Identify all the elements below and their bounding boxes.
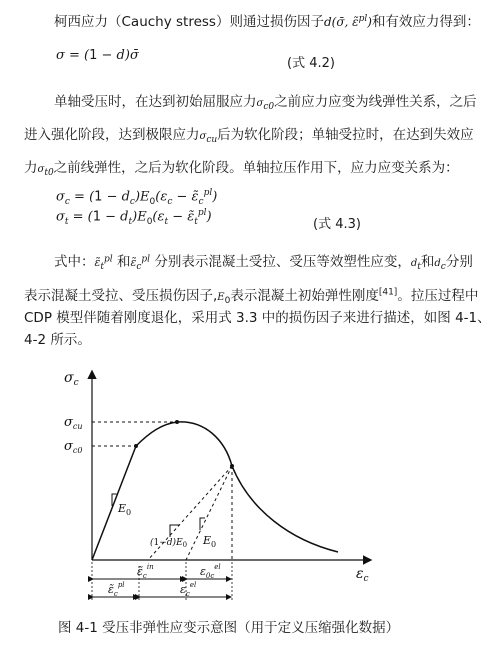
inelastic-strain-label: $\varepsiloñ_c^{in}$ bbox=[137, 563, 154, 580]
y-axis-label: $\sigma_c$ bbox=[64, 370, 79, 388]
equation-4-3-tag: (式 4.3) bbox=[313, 217, 361, 232]
elastic-slope-triangle bbox=[200, 518, 205, 530]
damage-factor-symbol: d bbox=[323, 15, 332, 29]
paragraph-2-line-2: 进入强化阶段，达到极限应力$\sigma_{cu}$后为软化阶段；单轴受拉时，在达到失效应 bbox=[24, 127, 474, 145]
elastic-strain-c-label: $\varepsilon_c^{el}$ bbox=[180, 581, 197, 598]
sigma-cu-label: $\sigma_{cu}$ bbox=[64, 415, 83, 431]
equation-4-2-tag: (式 4.2) bbox=[287, 56, 335, 71]
paragraph-3-line-1: 式中：$\varepsiloñ_t^{pl}$ 和$\varepsiloñ_c^{pl}$ 分别表示混凝土受拉、受压等效塑性应变，$d_t$和$d_c$分别 bbox=[54, 254, 473, 273]
degraded-modulus-label: $(1-d)E_0$ bbox=[150, 538, 188, 549]
degraded-slope-triangle bbox=[170, 525, 180, 537]
e0-label: $E_0$ bbox=[118, 502, 132, 517]
paragraph-1-line: 柯西应力（Cauchy stress）则通过损伤因子d(σ̄, ε̃$^{pl}$)和有效应力得到： bbox=[54, 14, 480, 30]
yield-point bbox=[134, 444, 138, 448]
paragraph-3-line-4: 4-2 所示。 bbox=[24, 332, 91, 348]
paragraph-2-line-1: 单轴受压时，在达到初始屈服应力$\sigma_{c0}$之前应力应变为线弹性关系，之后 bbox=[54, 94, 477, 112]
x-axis-label: $\varepsilon_c$ bbox=[356, 566, 369, 584]
peak-point bbox=[175, 420, 179, 424]
paragraph-2-line-3: 力$\sigma_{t0}$之前线弹性，之后为软化阶段。单轴拉压作用下，应力应变关系为： bbox=[24, 160, 459, 178]
sigma-c0-label: $\sigma_{c0}$ bbox=[64, 439, 83, 455]
paragraph-3-line-3: CDP 模型伴随着刚度退化，采用式 3.3 中的损伤因子来进行描述，如图 4-1、 bbox=[24, 310, 491, 326]
paragraph-3-line-2: 表示混凝土受拉、受压损伤因子$,E_0$表示混凝土初始弹性刚度[41]。拉压过程中 bbox=[24, 287, 479, 306]
elastic-strain-0c-label: $\varepsilon_{0c}^{el}$ bbox=[200, 563, 221, 580]
equation-4-3-tension: $\sigma_t = (1 - d_t)E_0(\varepsilon_t$ − $\varepsiloñ_t^{pl}$) bbox=[56, 208, 212, 227]
equation-4-2: σ = (1 − d)σ̄ bbox=[56, 48, 139, 63]
paragraph-1-text-a: 柯西应力（Cauchy stress）则通过损伤因子 bbox=[54, 14, 324, 30]
equation-4-3-compression: $\sigma_c = (1 - d_c)E_0(\varepsilon_c$ − $\varepsiloñ_c^{pl}$) bbox=[56, 188, 218, 207]
figure-caption: 图 4-1 受压非弹性应变示意图（用于定义压缩强化数据） bbox=[58, 620, 400, 636]
e0-unload-label: $E_0$ bbox=[203, 534, 217, 549]
paragraph-1-text-b: 和有效应力得到： bbox=[371, 14, 480, 30]
plastic-strain-label: $\varepsiloñ_c^{pl}$ bbox=[108, 581, 125, 598]
